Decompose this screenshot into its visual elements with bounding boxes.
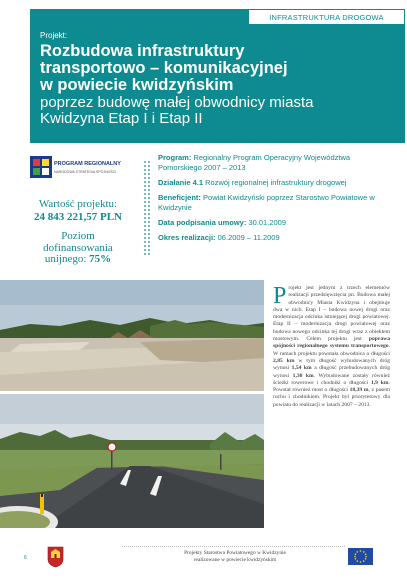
detail-value: 06.2009 – 11.2009 xyxy=(217,233,280,242)
article-part: , z pasem ruchu i chodnikiem. Projekt był priorytetowy dla powiatu do realizacji w latach 2007 – 2013. xyxy=(273,387,391,408)
article-part: a długość przebudowanych dróg wynosi xyxy=(273,365,390,379)
project-details xyxy=(158,153,393,248)
project-label: Projekt: xyxy=(40,31,68,40)
article-part: . Powstał również most o długości xyxy=(273,379,390,394)
cofunding-line xyxy=(17,254,139,266)
article-part: . Wybudowane zostały również ścieżki rowerowe i chodniki o długości xyxy=(273,372,390,386)
program-logo xyxy=(30,154,126,184)
article-dropcap: P xyxy=(273,283,287,309)
program-logo-subtitle: NARODOWA STRATEGIA SPÓJNOŚCI xyxy=(54,170,117,174)
title-line: w powiecie kwidzyńskim xyxy=(40,76,234,94)
value-panel xyxy=(17,154,139,266)
detail-value: 30.01.2009 xyxy=(248,218,286,227)
article-part: . W ramach projektu powstała obwodnica o długości xyxy=(273,343,390,357)
page-title xyxy=(40,43,395,94)
cofunding-level xyxy=(17,231,139,266)
footer-line-1: Projekty Starostwa Powiatowego w Kwidzynie xyxy=(184,550,286,556)
page-subtitle xyxy=(40,95,395,127)
cofunding-line: Poziom xyxy=(61,230,95,242)
article-highlight: 1,30 km xyxy=(292,372,314,379)
detail-label: Program: xyxy=(158,153,192,162)
cofunding-line: dofinansowania xyxy=(43,241,113,254)
page-number: 6 xyxy=(24,555,27,561)
article-highlight: 2,85 km xyxy=(273,357,295,364)
construction-photo xyxy=(0,280,264,391)
detail-label: Okres realizacji: xyxy=(158,233,216,242)
detail-value: Powiat Kwidzyński poprzez Starostwo Powiatowe w Kwidzynie xyxy=(158,193,375,212)
project-value-amount: 24 843 221,57 PLN xyxy=(34,211,122,223)
road-photo xyxy=(0,394,264,528)
detail-value: Regionalny Program Operacyjny Województwa Pomorskiego 2007 – 2013 xyxy=(158,153,351,172)
detail-label: Działanie 4.1 xyxy=(158,178,204,187)
article-highlight: 1,54 km xyxy=(291,365,312,372)
cofunding-text: unijnego: xyxy=(44,253,90,265)
article-part: w tym długość wybudowanych dróg wynosi xyxy=(273,357,390,372)
footer-line-2: realizowane w powiecie kwidzyńskim xyxy=(193,557,277,563)
cofunding-value: 75% xyxy=(89,253,112,265)
detail-program xyxy=(158,153,393,173)
subtitle-line: Kwidzyna Etap I i Etap II xyxy=(40,110,203,127)
county-crest-icon xyxy=(47,546,64,568)
program-logo-icon xyxy=(30,156,52,178)
dotted-separator xyxy=(143,160,152,260)
detail-period xyxy=(158,233,393,243)
footer-divider xyxy=(122,546,345,547)
footer-text xyxy=(120,550,350,564)
title-line: transportowo – komunikacyjnej xyxy=(40,59,288,77)
project-value-label: Wartość projektu: xyxy=(38,198,118,210)
article-highlight: 1,9 km xyxy=(370,379,389,386)
program-logo-title: PROGRAM REGIONALNY xyxy=(54,161,121,167)
subtitle-line: poprzez budowę małej obwodnicy miasta xyxy=(40,94,314,111)
article-part: rojekt jest jednym z trzech elementów realizacji przedsięwzięcia pn. Budowa małej obwodnicy Miasta Kwidzyna i obejmuje dwa w nich. Etap I – budowa nowej drogi oraz modernizacja odcinka istniejącej drogi powiatowej. Etap II – modernizacja drogi powiatowej oraz budowa nowego odcinka tej drogi wraz z obiektem mostowym. Celem projektu jest xyxy=(273,285,390,343)
header-banner xyxy=(30,9,405,143)
detail-value: Rozwój regionalnej infrastruktury drogowej xyxy=(205,178,347,187)
detail-label: Beneficjent: xyxy=(158,193,201,202)
article-highlight: poprawa spójności regionalnego systemu transportowego xyxy=(273,336,390,350)
eu-flag-icon xyxy=(348,548,373,565)
title-line: Rozbudowa infrastruktury xyxy=(40,42,245,60)
article-highlight: 18,39 m xyxy=(349,387,369,394)
category-tag: INFRASTRUKTURA DROGOWA xyxy=(248,9,405,25)
detail-label: Data podpisania umowy: xyxy=(158,218,247,227)
detail-contract-date xyxy=(158,218,393,228)
detail-beneficiary xyxy=(158,193,393,213)
article-text xyxy=(273,285,390,409)
detail-action xyxy=(158,178,393,188)
